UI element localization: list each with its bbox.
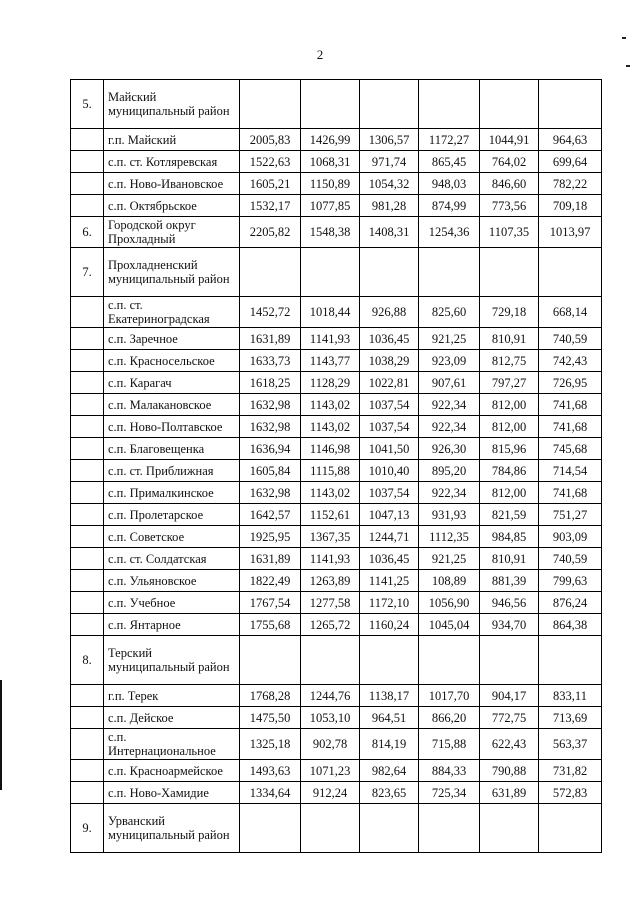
tariff-table (70, 79, 602, 853)
tariff-value: 903,09 (539, 526, 602, 548)
tariff-value: 1755,68 (240, 614, 301, 636)
tariff-value: 1010,40 (360, 460, 419, 482)
tariff-value: 1071,23 (301, 760, 360, 782)
row-number (71, 129, 104, 151)
tariff-value: 1053,10 (301, 707, 360, 729)
tariff-value: 923,09 (419, 350, 480, 372)
tariff-value (240, 80, 301, 129)
tariff-value: 1493,63 (240, 760, 301, 782)
tariff-value: 964,51 (360, 707, 419, 729)
tariff-value: 1767,54 (240, 592, 301, 614)
tariff-value: 1044,91 (480, 129, 539, 151)
tariff-value (360, 804, 419, 853)
table-row (71, 129, 602, 151)
tariff-value: 1605,84 (240, 460, 301, 482)
tariff-value: 907,61 (419, 372, 480, 394)
row-number (71, 548, 104, 570)
tariff-value: 1013,97 (539, 217, 602, 248)
tariff-value: 865,45 (419, 151, 480, 173)
tariff-value: 740,59 (539, 548, 602, 570)
tariff-value: 1037,54 (360, 482, 419, 504)
settlement-name: Терский муниципальный район (104, 636, 240, 685)
settlement-name: с.п. Ново-Ивановское (104, 173, 240, 195)
tariff-value: 902,78 (301, 729, 360, 760)
district-row (71, 636, 602, 685)
tariff-value: 751,27 (539, 504, 602, 526)
tariff-value: 1018,44 (301, 297, 360, 328)
table-row (71, 350, 602, 372)
table-row (71, 416, 602, 438)
tariff-value: 876,24 (539, 592, 602, 614)
tariff-value: 922,34 (419, 482, 480, 504)
tariff-value: 1244,71 (360, 526, 419, 548)
page-number: 2 (316, 47, 324, 62)
settlement-name: с.п. Октябрьское (104, 195, 240, 217)
tariff-value: 1631,89 (240, 328, 301, 350)
tariff-value: 1475,50 (240, 707, 301, 729)
tariff-value: 815,96 (480, 438, 539, 460)
row-number (71, 707, 104, 729)
tariff-value: 1642,57 (240, 504, 301, 526)
table-row (71, 548, 602, 570)
tariff-value (419, 636, 480, 685)
tariff-value: 622,43 (480, 729, 539, 760)
tariff-value: 1172,10 (360, 592, 419, 614)
tariff-value: 1152,61 (301, 504, 360, 526)
tariff-value: 1041,50 (360, 438, 419, 460)
tariff-value: 812,00 (480, 482, 539, 504)
tariff-value: 742,43 (539, 350, 602, 372)
tariff-value: 741,68 (539, 394, 602, 416)
tariff-value: 1172,27 (419, 129, 480, 151)
tariff-value: 814,19 (360, 729, 419, 760)
tariff-value: 1277,58 (301, 592, 360, 614)
tariff-value: 1263,89 (301, 570, 360, 592)
tariff-value: 1054,32 (360, 173, 419, 195)
tariff-value (240, 804, 301, 853)
row-number (71, 592, 104, 614)
table-row (71, 151, 602, 173)
row-number (71, 685, 104, 707)
tariff-value: 812,75 (480, 350, 539, 372)
tariff-value: 714,54 (539, 460, 602, 482)
settlement-name: с.п. Карагач (104, 372, 240, 394)
tariff-value (360, 248, 419, 297)
tariff-value: 1138,17 (360, 685, 419, 707)
tariff-value: 1631,89 (240, 548, 301, 570)
settlement-name: с.п. ст. Солдатская (104, 548, 240, 570)
settlement-name: Майский муниципальный район (104, 80, 240, 129)
tariff-value: 740,59 (539, 328, 602, 350)
settlement-name: с.п. Интернациональное (104, 729, 240, 760)
table-row (71, 394, 602, 416)
tariff-value: 1146,98 (301, 438, 360, 460)
tariff-value: 1426,99 (301, 129, 360, 151)
tariff-value: 1334,64 (240, 782, 301, 804)
tariff-value: 1077,85 (301, 195, 360, 217)
tariff-value: 1037,54 (360, 394, 419, 416)
tariff-value: 1768,28 (240, 685, 301, 707)
row-number (71, 328, 104, 350)
settlement-name: Урванский муниципальный район (104, 804, 240, 853)
row-number (71, 570, 104, 592)
tariff-value: 833,11 (539, 685, 602, 707)
tariff-value: 108,89 (419, 570, 480, 592)
row-number (71, 614, 104, 636)
tariff-value: 731,82 (539, 760, 602, 782)
table-row (71, 707, 602, 729)
tariff-value: 926,30 (419, 438, 480, 460)
tariff-value (301, 248, 360, 297)
row-number (71, 438, 104, 460)
table-row (71, 482, 602, 504)
tariff-value: 799,63 (539, 570, 602, 592)
tariff-value: 1632,98 (240, 482, 301, 504)
table-row (71, 438, 602, 460)
tariff-value: 846,60 (480, 173, 539, 195)
table-row (71, 504, 602, 526)
tariff-value: 981,28 (360, 195, 419, 217)
tariff-value: 1452,72 (240, 297, 301, 328)
tariff-value: 946,56 (480, 592, 539, 614)
tariff-value (360, 80, 419, 129)
table-row (71, 195, 602, 217)
settlement-name: Прохладненский муниципальный район (104, 248, 240, 297)
table-row (71, 372, 602, 394)
settlement-name: с.п. Янтарное (104, 614, 240, 636)
tariff-value: 764,02 (480, 151, 539, 173)
tariff-value: 1636,94 (240, 438, 301, 460)
table-row (71, 297, 602, 328)
tariff-value: 1036,45 (360, 548, 419, 570)
tariff-value (480, 804, 539, 853)
tariff-value: 1143,02 (301, 482, 360, 504)
row-number (71, 195, 104, 217)
tariff-value: 1143,02 (301, 394, 360, 416)
tariff-value: 1325,18 (240, 729, 301, 760)
table-row (71, 614, 602, 636)
tariff-value: 772,75 (480, 707, 539, 729)
settlement-name: с.п. Дейское (104, 707, 240, 729)
table-row (71, 685, 602, 707)
tariff-value (480, 248, 539, 297)
district-row (71, 80, 602, 129)
settlement-name: с.п. Красносельское (104, 350, 240, 372)
scan-mark-right (626, 65, 630, 67)
tariff-value: 821,59 (480, 504, 539, 526)
tariff-value: 709,18 (539, 195, 602, 217)
tariff-value: 1632,98 (240, 416, 301, 438)
tariff-value: 699,64 (539, 151, 602, 173)
scan-mark-top (622, 37, 626, 39)
table-row (71, 592, 602, 614)
table-row (71, 173, 602, 195)
tariff-value (539, 80, 602, 129)
tariff-value (419, 248, 480, 297)
table-body (71, 80, 602, 853)
row-number (71, 173, 104, 195)
settlement-name: с.п. Ново-Полтавское (104, 416, 240, 438)
tariff-value: 864,38 (539, 614, 602, 636)
tariff-value: 1036,45 (360, 328, 419, 350)
tariff-value (480, 80, 539, 129)
table-row (71, 460, 602, 482)
tariff-value: 1128,29 (301, 372, 360, 394)
tariff-value: 810,91 (480, 548, 539, 570)
settlement-name: с.п. ст. Приближная (104, 460, 240, 482)
tariff-value: 825,60 (419, 297, 480, 328)
settlement-name: с.п. Заречное (104, 328, 240, 350)
tariff-value: 1017,70 (419, 685, 480, 707)
tariff-value: 1618,25 (240, 372, 301, 394)
tariff-value: 797,27 (480, 372, 539, 394)
tariff-value: 926,88 (360, 297, 419, 328)
settlement-name: Городской округ Прохладный (104, 217, 240, 248)
tariff-value: 1265,72 (301, 614, 360, 636)
settlement-name: с.п. Ново-Хамидие (104, 782, 240, 804)
tariff-value: 921,25 (419, 548, 480, 570)
tariff-value: 1047,13 (360, 504, 419, 526)
tariff-value: 895,20 (419, 460, 480, 482)
tariff-value: 729,18 (480, 297, 539, 328)
tariff-value: 1141,93 (301, 548, 360, 570)
table-row (71, 328, 602, 350)
settlement-name: г.п. Майский (104, 129, 240, 151)
row-number (71, 504, 104, 526)
tariff-value: 1068,31 (301, 151, 360, 173)
row-number: 5. (71, 80, 104, 129)
row-number (71, 482, 104, 504)
tariff-value: 782,22 (539, 173, 602, 195)
scan-edge-left (0, 680, 2, 790)
settlement-name: с.п. ст. Екатериноградская (104, 297, 240, 328)
tariff-value: 1244,76 (301, 685, 360, 707)
tariff-value: 1143,77 (301, 350, 360, 372)
tariff-value (539, 636, 602, 685)
tariff-value: 1925,95 (240, 526, 301, 548)
tariff-value: 1822,49 (240, 570, 301, 592)
row-number (71, 151, 104, 173)
table-row (71, 526, 602, 548)
settlement-name: с.п. Пролетарское (104, 504, 240, 526)
district-row (71, 804, 602, 853)
settlement-name: г.п. Терек (104, 685, 240, 707)
tariff-value: 904,17 (480, 685, 539, 707)
tariff-value: 1605,21 (240, 173, 301, 195)
tariff-value: 1022,81 (360, 372, 419, 394)
tariff-value: 741,68 (539, 482, 602, 504)
tariff-value (539, 248, 602, 297)
tariff-value: 1112,35 (419, 526, 480, 548)
row-number: 6. (71, 217, 104, 248)
settlement-name: с.п. Прималкинское (104, 482, 240, 504)
table-row (71, 760, 602, 782)
tariff-value: 1143,02 (301, 416, 360, 438)
tariff-value: 1150,89 (301, 173, 360, 195)
tariff-value: 931,93 (419, 504, 480, 526)
settlement-name: с.п. Благовещенка (104, 438, 240, 460)
tariff-value: 668,14 (539, 297, 602, 328)
tariff-value: 812,00 (480, 416, 539, 438)
tariff-value: 921,25 (419, 328, 480, 350)
row-number (71, 297, 104, 328)
row-number: 7. (71, 248, 104, 297)
tariff-value: 1056,90 (419, 592, 480, 614)
tariff-value (419, 804, 480, 853)
tariff-value: 2005,83 (240, 129, 301, 151)
tariff-value: 725,34 (419, 782, 480, 804)
tariff-value: 745,68 (539, 438, 602, 460)
tariff-value: 1522,63 (240, 151, 301, 173)
tariff-value: 884,33 (419, 760, 480, 782)
tariff-value: 773,56 (480, 195, 539, 217)
tariff-value: 1141,93 (301, 328, 360, 350)
tariff-value: 810,91 (480, 328, 539, 350)
tariff-value: 1045,04 (419, 614, 480, 636)
tariff-value: 912,24 (301, 782, 360, 804)
tariff-value: 1633,73 (240, 350, 301, 372)
tariff-value: 726,95 (539, 372, 602, 394)
tariff-value: 1107,35 (480, 217, 539, 248)
row-number: 8. (71, 636, 104, 685)
settlement-name: с.п. Красноармейское (104, 760, 240, 782)
settlement-name: с.п. Малакановское (104, 394, 240, 416)
table-row (71, 782, 602, 804)
row-number (71, 760, 104, 782)
row-number (71, 394, 104, 416)
tariff-value: 823,65 (360, 782, 419, 804)
tariff-value: 1532,17 (240, 195, 301, 217)
tariff-value: 1037,54 (360, 416, 419, 438)
tariff-value: 563,37 (539, 729, 602, 760)
settlement-name: с.п. Учебное (104, 592, 240, 614)
tariff-value: 1038,29 (360, 350, 419, 372)
tariff-value: 964,63 (539, 129, 602, 151)
tariff-value: 1115,88 (301, 460, 360, 482)
row-number: 9. (71, 804, 104, 853)
tariff-value (539, 804, 602, 853)
tariff-value (301, 804, 360, 853)
tariff-value: 572,83 (539, 782, 602, 804)
district-row (71, 248, 602, 297)
tariff-value: 713,69 (539, 707, 602, 729)
tariff-value: 1160,24 (360, 614, 419, 636)
district-row (71, 217, 602, 248)
tariff-value (301, 636, 360, 685)
tariff-value: 1548,38 (301, 217, 360, 248)
tariff-value: 1408,31 (360, 217, 419, 248)
tariff-value: 934,70 (480, 614, 539, 636)
tariff-value: 982,64 (360, 760, 419, 782)
table-row (71, 729, 602, 760)
tariff-value: 631,89 (480, 782, 539, 804)
tariff-value: 1306,57 (360, 129, 419, 151)
tariff-value (301, 80, 360, 129)
tariff-value: 1367,35 (301, 526, 360, 548)
row-number (71, 372, 104, 394)
tariff-value: 1141,25 (360, 570, 419, 592)
row-number (71, 350, 104, 372)
settlement-name: с.п. Ульяновское (104, 570, 240, 592)
row-number (71, 460, 104, 482)
tariff-value: 1254,36 (419, 217, 480, 248)
tariff-value: 881,39 (480, 570, 539, 592)
tariff-value: 1632,98 (240, 394, 301, 416)
table-row (71, 570, 602, 592)
tariff-value (240, 248, 301, 297)
tariff-value: 922,34 (419, 416, 480, 438)
tariff-value: 922,34 (419, 394, 480, 416)
tariff-value: 741,68 (539, 416, 602, 438)
row-number (71, 416, 104, 438)
row-number (71, 782, 104, 804)
tariff-value: 715,88 (419, 729, 480, 760)
tariff-value: 784,86 (480, 460, 539, 482)
tariff-value: 984,85 (480, 526, 539, 548)
tariff-value (360, 636, 419, 685)
tariff-value: 866,20 (419, 707, 480, 729)
tariff-value (240, 636, 301, 685)
tariff-value (480, 636, 539, 685)
settlement-name: с.п. ст. Котляревская (104, 151, 240, 173)
row-number (71, 729, 104, 760)
tariff-value: 812,00 (480, 394, 539, 416)
row-number (71, 526, 104, 548)
tariff-value (419, 80, 480, 129)
tariff-value: 971,74 (360, 151, 419, 173)
tariff-value: 2205,82 (240, 217, 301, 248)
settlement-name: с.п. Советское (104, 526, 240, 548)
tariff-value: 874,99 (419, 195, 480, 217)
tariff-value: 790,88 (480, 760, 539, 782)
tariff-value: 948,03 (419, 173, 480, 195)
